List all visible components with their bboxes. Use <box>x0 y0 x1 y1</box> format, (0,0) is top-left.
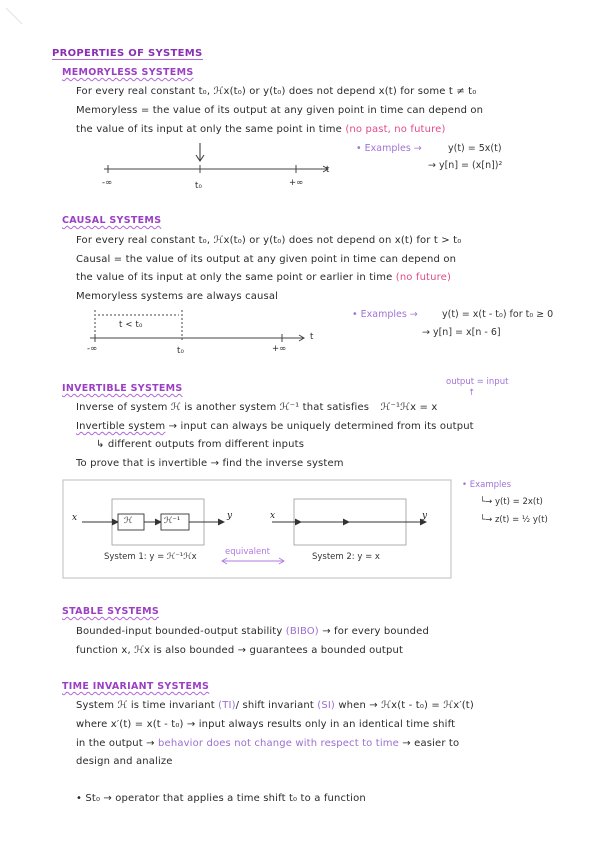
ti-bullet: • St₀ → operator that applies a time shift t₀ to a function <box>76 793 366 804</box>
invertible-annot-top: output = input <box>446 377 509 387</box>
causal-axis-mid: t₀ <box>177 346 185 356</box>
ti-line1-a: System ℋ is time invariant <box>76 700 215 711</box>
page-title: PROPERTIES OF SYSTEMS <box>52 48 203 59</box>
causal-line3-wrap <box>76 272 451 283</box>
memoryless-example1: y(t) = 5x(t) <box>448 143 502 154</box>
ti-line3-b: behavior does not change with respect to time <box>158 738 399 749</box>
memoryless-examples-label: • Examples → <box>356 143 422 154</box>
causal-example2: → y[n] = x[n - 6] <box>422 327 501 338</box>
stable-heading: STABLE SYSTEMS <box>62 606 160 617</box>
invertible-line3: ↳ different outputs from different inputs <box>96 439 305 450</box>
diagram-system2-label: System 2: y = x <box>312 552 380 562</box>
invertible-heading: INVERTIBLE SYSTEMS <box>62 383 183 394</box>
causal-line3: the value of its input at only the same point or earlier in time <box>76 272 393 283</box>
ti-line1-b: (TI) <box>218 700 236 711</box>
stable-line1-a: Bounded-input bounded-output stability <box>76 626 283 637</box>
invertible-line1-a: Inverse of system ℋ is another system ℋ⁻¹ that satisfies <box>76 402 370 413</box>
memoryless-line1: For every real constant t₀, ℋx(t₀) or y(t₀) does not depend x(t) for some t ≠ t₀ <box>76 86 477 97</box>
invertible-annot-arrow: ↑ <box>468 388 476 398</box>
invertible-line2-term: Invertible system <box>76 421 166 432</box>
memoryless-line3-wrap <box>76 124 446 135</box>
corner-mark <box>4 6 26 28</box>
invertible-diagram <box>62 479 452 579</box>
memoryless-axis-diagram <box>96 140 341 192</box>
invertible-line1-wrap <box>76 402 437 413</box>
diagram-y1: y <box>227 511 233 521</box>
causal-note: (no future) <box>395 272 452 283</box>
invertible-line2-rest: → input can always be uniquely determined from its output <box>168 421 474 432</box>
ti-line4: design and analize <box>76 756 173 767</box>
stable-line1-c: → for every bounded <box>322 626 429 637</box>
time-invariant-heading: TIME INVARIANT SYSTEMS <box>62 681 210 692</box>
memoryless-axis-var: t <box>326 165 330 175</box>
stable-line2: function x, ℋx is also bounded → guarantees a bounded output <box>76 645 404 656</box>
memoryless-line3: the value of its input at only the same point in time <box>76 124 342 135</box>
diagram-equivalent-label: equivalent <box>225 547 270 557</box>
ti-line3-c: → easier to <box>402 738 460 749</box>
causal-axis-var: t <box>310 332 314 342</box>
ti-line1-c: / shift invariant <box>235 700 314 711</box>
diagram-y2: y <box>422 511 428 521</box>
invertible-example2: └→ z(t) = ½ y(t) <box>480 515 548 525</box>
ti-line1-d: (SI) <box>317 700 335 711</box>
causal-examples-label: • Examples → <box>352 309 418 320</box>
causal-heading: CAUSAL SYSTEMS <box>62 215 162 226</box>
memoryless-axis-right: +∞ <box>289 178 304 188</box>
ti-line3-wrap <box>76 738 459 749</box>
stable-line1-b: (BIBO) <box>285 626 319 637</box>
causal-line1: For every real constant t₀, ℋx(t₀) or y(t₀) does not depend on x(t) for t > t₀ <box>76 235 462 246</box>
invertible-examples-label: • Examples <box>462 480 512 490</box>
causal-line4: Memoryless systems are always causal <box>76 291 279 302</box>
memoryless-example2: → y[n] = (x[n])² <box>428 160 503 171</box>
invertible-line1-b: ℋ⁻¹ℋx = x <box>380 402 438 413</box>
diagram-x2: x <box>270 511 276 521</box>
ti-line1-e: when → ℋx(t - t₀) = ℋx′(t) <box>338 700 474 711</box>
causal-axis-region: t < t₀ <box>119 320 143 330</box>
memoryless-note: (no past, no future) <box>345 124 446 135</box>
ti-line1-wrap <box>76 700 474 711</box>
ti-line3-a: in the output → <box>76 738 155 749</box>
stable-line1-wrap <box>76 626 429 637</box>
memoryless-axis-mid: t₀ <box>195 181 203 191</box>
diagram-system1-label: System 1: y = ℋ⁻¹ℋx <box>104 552 197 562</box>
causal-axis-right: +∞ <box>272 344 287 354</box>
invertible-line2-wrap <box>76 421 474 432</box>
diagram-x1: x <box>72 513 78 523</box>
memoryless-line2: Memoryless = the value of its output at any given point in time can depend on <box>76 105 484 116</box>
memoryless-axis-left: -∞ <box>102 178 113 188</box>
causal-line2: Causal = the value of its output at any given point in time can depend on <box>76 254 457 265</box>
memoryless-heading: MEMORYLESS SYSTEMS <box>62 67 194 78</box>
invertible-line4: To prove that is invertible → find the inverse system <box>76 458 344 469</box>
ti-line2: where x′(t) = x(t - t₀) → input always results only in an identical time shift <box>76 719 456 730</box>
diagram-block-hinv: ℋ⁻¹ <box>164 516 181 526</box>
causal-example1: y(t) = x(t - t₀) for t₀ ≥ 0 <box>442 309 554 320</box>
causal-axis-left: -∞ <box>87 344 98 354</box>
invertible-example1: └→ y(t) = 2x(t) <box>480 497 543 507</box>
diagram-block-h: ℋ <box>124 516 133 526</box>
